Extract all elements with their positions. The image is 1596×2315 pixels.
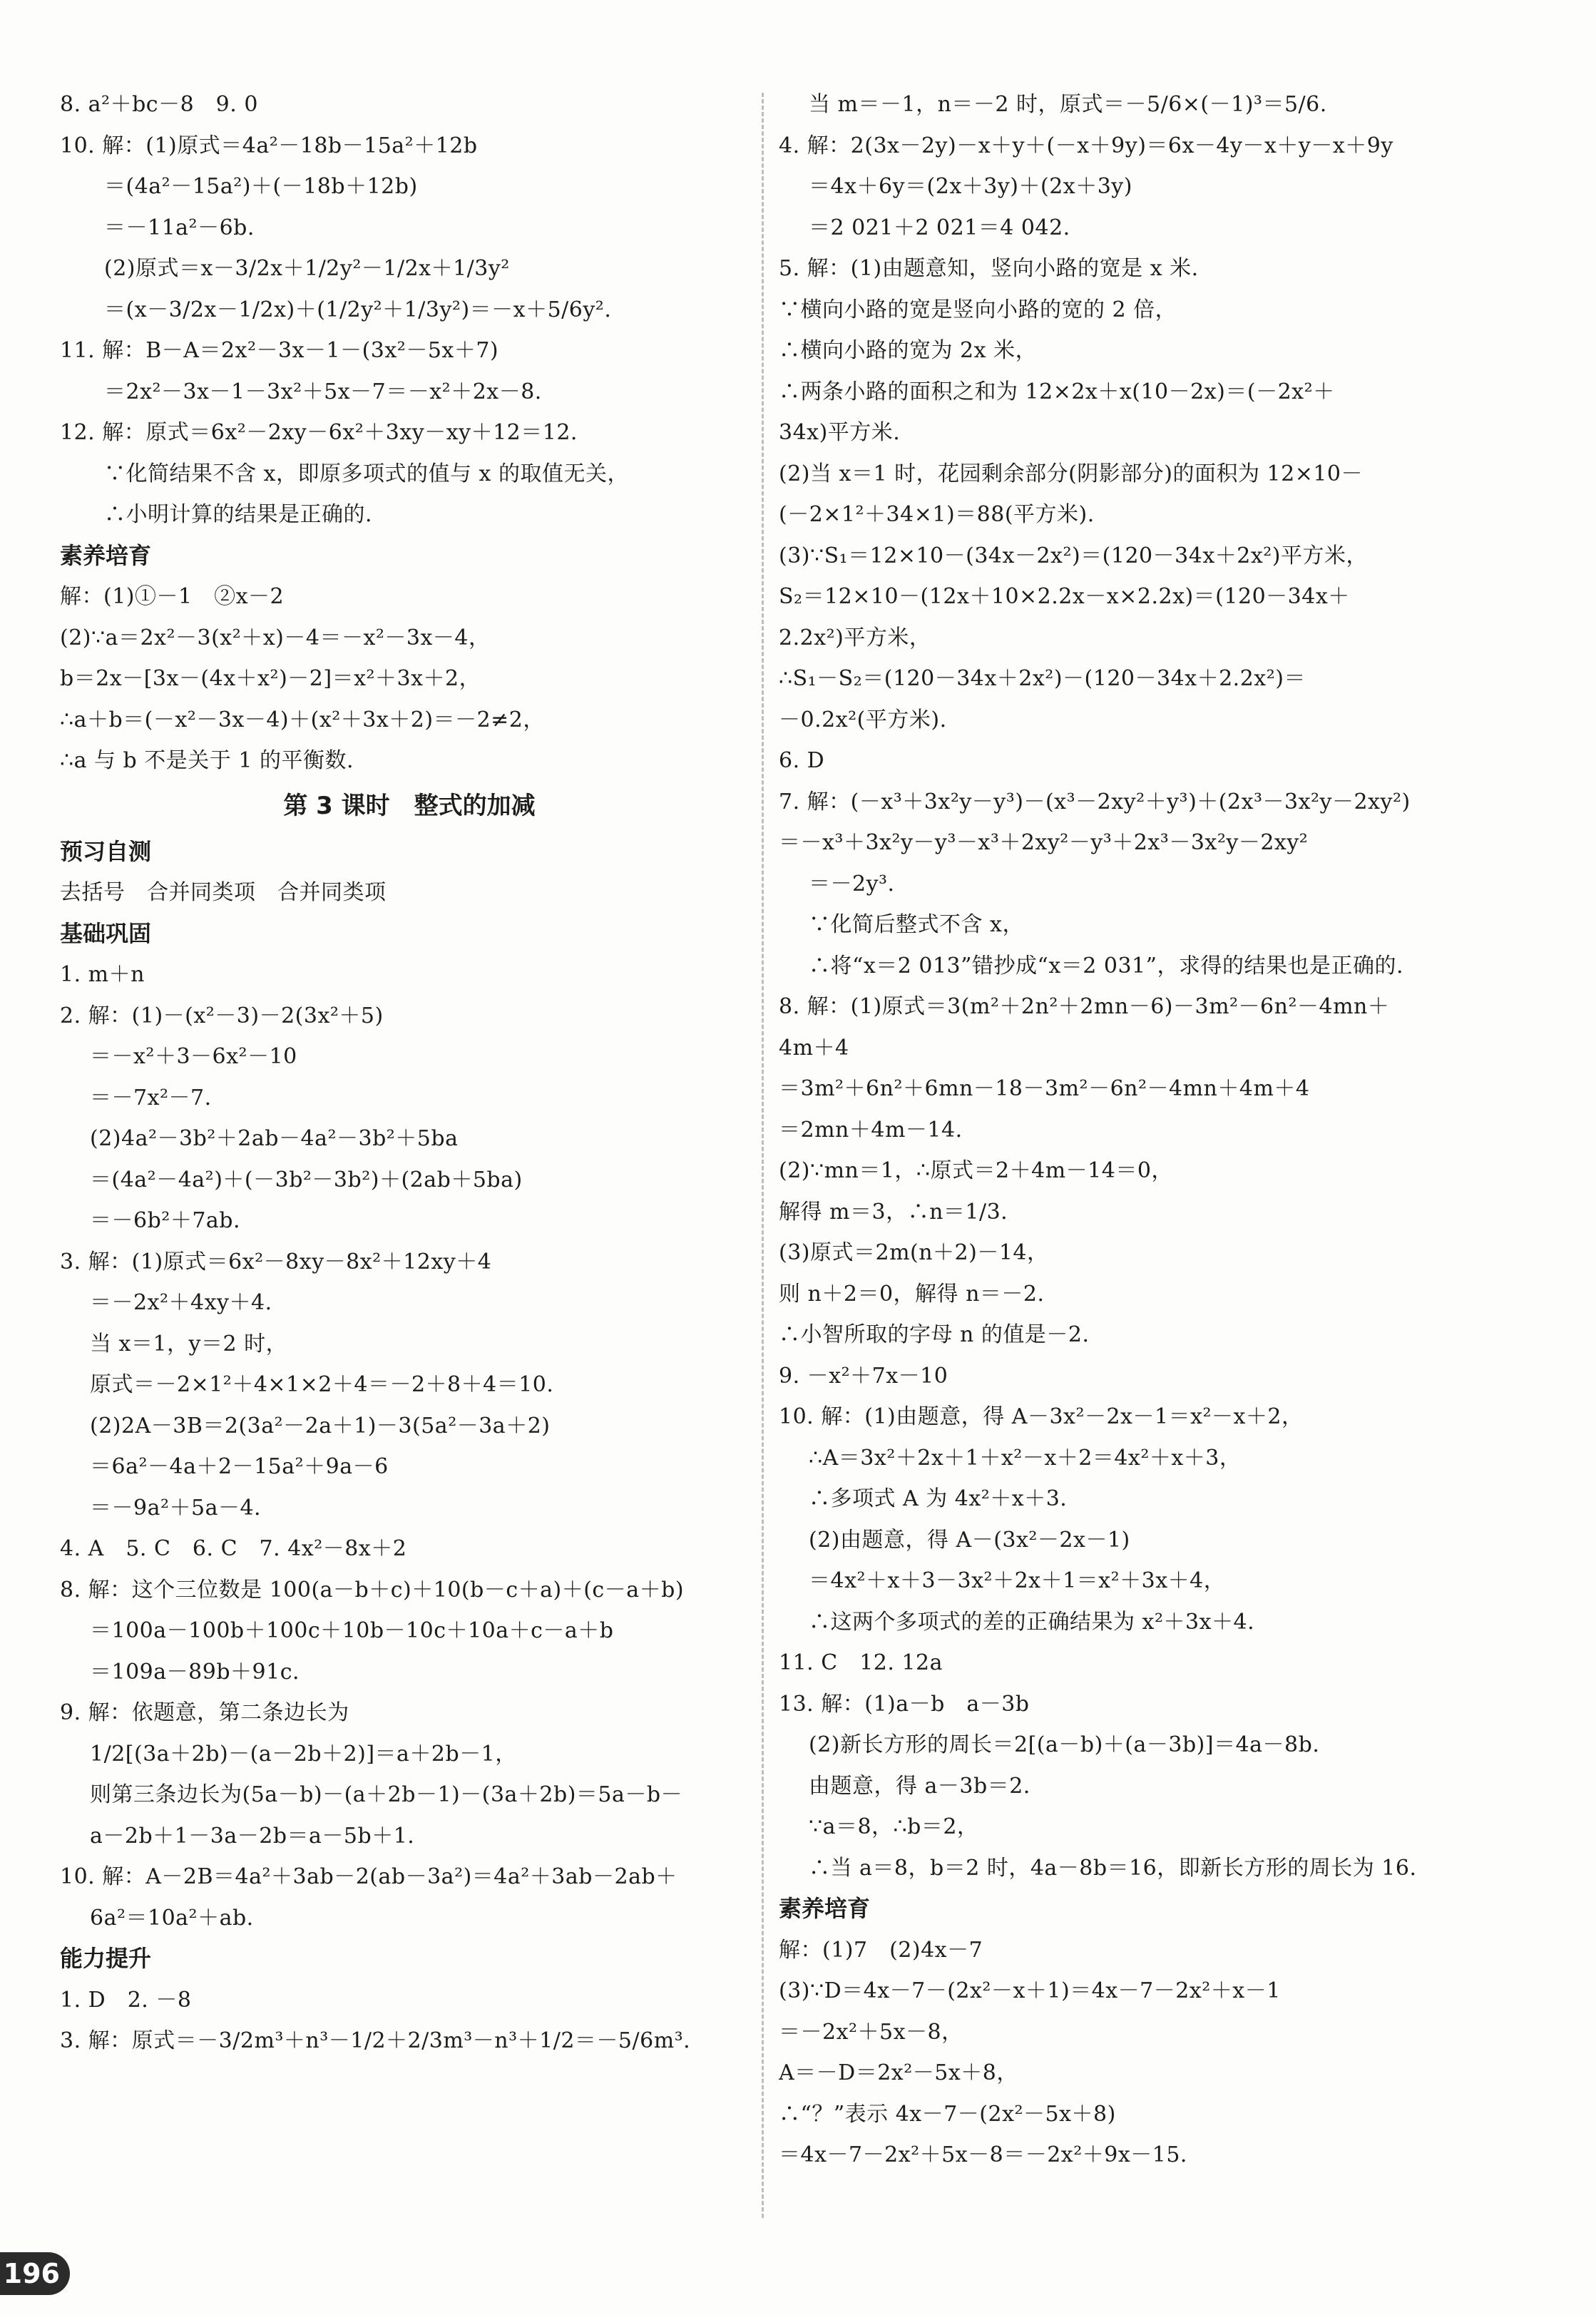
answer-line: ∴横向小路的宽为 2x 米，	[779, 338, 1038, 363]
answer-line: 解得 m＝3，∴n＝1/3.	[779, 1199, 1008, 1225]
answer-line: 4. 解：2(3x－2y)－x＋y＋(－x＋9y)＝6x－4y－x＋y－x＋9y	[779, 133, 1393, 158]
answer-line: ∴两条小路的面积之和为 12×2x＋x(10－2x)＝(－2x²＋	[779, 379, 1335, 404]
answer-line: 3. 解：原式＝－3/2m³＋n³－1/2＋2/3m³－n³＋1/2＝－5/6m³.	[60, 2028, 691, 2053]
answer-line: ＝－2x²＋4xy＋4.	[90, 1290, 272, 1315]
section-heading: 素养培育	[779, 1895, 871, 1922]
answer-line: ∴当 a＝8，b＝2 时，4a－8b＝16，即新长方形的周长为 16.	[809, 1855, 1417, 1881]
answer-line: 8. 解：(1)原式＝3(m²＋2n²＋2mn－6)－3m²－6n²－4mn＋	[779, 994, 1390, 1019]
answer-line: 1. D 2. －8	[60, 1987, 192, 2013]
answer-line: 1/2[(3a＋2b)－(a－2b＋2)]＝a＋2b－1，	[90, 1741, 517, 1767]
answer-line: ＝109a－89b＋91c.	[90, 1659, 300, 1685]
answer-line: 9. －x²＋7x－10	[779, 1363, 948, 1389]
answer-line: ＝2 021＋2 021＝4 042.	[809, 215, 1070, 240]
answer-line: 34x)平方米.	[779, 420, 901, 445]
answer-line: 2.2x²)平方米，	[779, 625, 931, 650]
column-divider	[762, 93, 764, 2218]
answer-line: ∴将“x＝2 013”错抄成“x＝2 031”，求得的结果也是正确的.	[809, 953, 1403, 978]
answer-line: (2)4a²－3b²＋2ab－4a²－3b²＋5ba	[90, 1126, 459, 1151]
answer-line: ＝2x²－3x－1－3x²＋5x－7＝－x²＋2x－8.	[104, 379, 542, 404]
answer-line: 8. a²＋bc－8 9. 0	[60, 92, 258, 117]
answer-line: 原式＝－2×1²＋4×1×2＋4＝－2＋8＋4＝10.	[90, 1372, 554, 1397]
answer-line: (－2×1²＋34×1)＝88(平方米).	[779, 502, 1095, 527]
answer-line: ＝(x－3/2x－1/2x)＋(1/2y²＋1/3y²)＝－x＋5/6y².	[104, 297, 612, 322]
answer-line: 10. 解：A－2B＝4a²＋3ab－2(ab－3a²)＝4a²＋3ab－2ab＋	[60, 1864, 677, 1889]
answer-line: 11. C 12. 12a	[779, 1650, 943, 1675]
answer-line: 7. 解：(－x³＋3x²y－y³)－(x³－2xy²＋y³)＋(2x³－3x²y－2xy²)	[779, 789, 1411, 814]
answer-line: ∴小智所取的字母 n 的值是－2.	[779, 1322, 1090, 1347]
answer-line: ＝3m²＋6n²＋6mn－18－3m²－6n²－4mn＋4m＋4	[779, 1076, 1310, 1101]
answer-line: 1. m＋n	[60, 962, 145, 987]
page-number: 196	[0, 2252, 70, 2295]
answer-line: ＝－11a²－6b.	[104, 215, 255, 240]
answer-line: ＝4x²＋x＋3－3x²＋2x＋1＝x²＋3x＋4，	[809, 1568, 1226, 1593]
answer-line: (3)∵S₁＝12×10－(34x－2x²)＝(120－34x＋2x²)平方米，	[779, 543, 1368, 568]
answer-line: 10. 解：(1)由题意，得 A－3x²－2x－1＝x²－x＋2，	[779, 1404, 1304, 1429]
answer-line: ∵化简后整式不含 x，	[809, 912, 1024, 937]
answer-line: (2)2A－3B＝2(3a²－2a＋1)－3(5a²－3a＋2)	[90, 1413, 551, 1438]
answer-line: ∵a＝8，∴b＝2，	[809, 1814, 979, 1839]
answer-line: ＝(4a²－15a²)＋(－18b＋12b)	[104, 174, 418, 199]
answer-line: 10. 解：(1)原式＝4a²－18b－15a²＋12b	[60, 133, 478, 158]
answer-line: ∴a＋b＝(－x²－3x－4)＋(x²＋3x＋2)＝－2≠2，	[60, 707, 545, 732]
answer-line: 6a²＝10a²＋ab.	[90, 1905, 254, 1931]
answer-line: (2)由题意，得 A－(3x²－2x－1)	[809, 1527, 1130, 1553]
answer-line: ＝2mn＋4m－14.	[779, 1117, 963, 1143]
answer-line: 2. 解：(1)－(x²－3)－2(3x²＋5)	[60, 1003, 384, 1028]
answer-line: －0.2x²(平方米).	[779, 707, 947, 732]
answer-line: ＝－x²＋3－6x²－10	[90, 1044, 297, 1069]
section-heading: 基础巩固	[60, 919, 152, 947]
answer-line: 则 n＋2＝0，解得 n＝－2.	[779, 1281, 1045, 1307]
answer-line: (2)当 x＝1 时，花园剩余部分(阴影部分)的面积为 12×10－	[779, 461, 1364, 486]
answer-line: ＝(4a²－4a²)＋(－3b²－3b²)＋(2ab＋5ba)	[90, 1167, 523, 1192]
answer-line: (2)新长方形的周长＝2[(a－b)＋(a－3b)]＝4a－8b.	[809, 1732, 1320, 1757]
answer-line: ＝6a²－4a＋2－15a²＋9a－6	[90, 1454, 389, 1479]
answer-line: 解：(1)7 (2)4x－7	[779, 1937, 983, 1963]
answer-line: (2)∵mn＝1，∴原式＝2＋4m－14＝0，	[779, 1158, 1173, 1183]
answer-line: ∵横向小路的宽是竖向小路的宽的 2 倍，	[779, 297, 1177, 322]
answer-line: (3)∵D＝4x－7－(2x²－x＋1)＝4x－7－2x²＋x－1	[779, 1978, 1281, 2003]
answer-line: 9. 解：依题意，第二条边长为	[60, 1700, 349, 1725]
section-heading: 素养培育	[60, 541, 152, 569]
answer-line: 13. 解：(1)a－b a－3b	[779, 1691, 1030, 1717]
answer-line: ∴“？”表示 4x－7－(2x²－5x＋8)	[779, 2101, 1116, 2127]
answer-line: ＝－x³＋3x²y－y³－x³＋2xy²－y³＋2x³－3x²y－2xy²	[779, 830, 1309, 855]
answer-line: ∴A＝3x²＋2x＋1＋x²－x＋2＝4x²＋x＋3，	[809, 1445, 1242, 1471]
answer-line: 11. 解：B－A＝2x²－3x－1－(3x²－5x＋7)	[60, 338, 499, 363]
answer-line: ＝－2x²＋5x－8，	[779, 2019, 963, 2045]
section-heading: 能力提升	[60, 1945, 152, 1972]
answer-line: A＝－D＝2x²－5x＋8，	[779, 2060, 1018, 2085]
answer-line: 4m＋4	[779, 1035, 849, 1061]
right-column	[779, 84, 1492, 2176]
answer-line: ＝－9a²＋5a－4.	[90, 1495, 262, 1521]
answer-line: a－2b＋1－3a－2b＝a－5b＋1.	[90, 1823, 415, 1849]
answer-line: 12. 解：原式＝6x²－2xy－6x²＋3xy－xy＋12＝12.	[60, 420, 578, 445]
answer-line: ＝－7x²－7.	[90, 1085, 212, 1110]
answer-line: 8. 解：这个三位数是 100(a－b＋c)＋10(b－c＋a)＋(c－a＋b)	[60, 1577, 685, 1603]
answer-line: ＝－2y³.	[809, 871, 895, 896]
answer-line: ∴S₁－S₂＝(120－34x＋2x²)－(120－34x＋2.2x²)＝	[779, 666, 1306, 691]
answer-line: ∴a 与 b 不是关于 1 的平衡数.	[60, 748, 354, 773]
answer-line: ∵化简结果不含 x，即原多项式的值与 x 的取值无关，	[104, 461, 629, 486]
answer-line: ＝－6b²＋7ab.	[90, 1208, 241, 1233]
answer-line: ∴多项式 A 为 4x²＋x＋3.	[809, 1486, 1068, 1511]
answer-line: 3. 解：(1)原式＝6x²－8xy－8x²＋12xy＋4	[60, 1249, 492, 1274]
answer-line: 5. 解：(1)由题意知，竖向小路的宽是 x 米.	[779, 256, 1199, 281]
answer-line: 当 x＝1，y＝2 时，	[90, 1331, 288, 1356]
left-column	[60, 84, 759, 2062]
answer-line: 则第三条边长为(5a－b)－(a＋2b－1)－(3a＋2b)＝5a－b－	[90, 1782, 683, 1807]
lesson-title: 第 3 课时 整式的加减	[283, 791, 536, 820]
answer-line: 由题意，得 a－3b＝2.	[809, 1773, 1030, 1799]
answer-line: ∴这两个多项式的差的正确结果为 x²＋3x＋4.	[809, 1609, 1255, 1635]
answer-line: 解：(1)①－1 ②x－2	[60, 584, 285, 609]
answer-line: ∴小明计算的结果是正确的.	[104, 502, 373, 527]
answer-line: ＝100a－100b＋100c＋10b－10c＋10a＋c－a＋b	[90, 1618, 614, 1643]
answer-line: 当 m＝－1，n＝－2 时，原式＝－5/6×(－1)³＝5/6.	[809, 92, 1327, 117]
answer-line: 6. D	[779, 748, 825, 773]
answer-line: (2)∵a＝2x²－3(x²＋x)－4＝－x²－3x－4，	[60, 625, 491, 650]
answer-line: ＝4x＋6y＝(2x＋3y)＋(2x＋3y)	[809, 174, 1132, 199]
answer-line: (2)原式＝x－3/2x＋1/2y²－1/2x＋1/3y²	[104, 256, 510, 281]
section-heading: 预习自测	[60, 837, 152, 865]
answer-line: 4. A 5. C 6. C 7. 4x²－8x＋2	[60, 1536, 407, 1561]
answer-line: ＝4x－7－2x²＋5x－8＝－2x²＋9x－15.	[779, 2142, 1187, 2167]
answer-line: b＝2x－[3x－(4x＋x²)－2]＝x²＋3x＋2，	[60, 666, 481, 691]
answer-line: (3)原式＝2m(n＋2)－14，	[779, 1240, 1049, 1265]
answer-line: S₂＝12×10－(12x＋10×2.2x－x×2.2x)＝(120－34x＋	[779, 584, 1350, 609]
answer-line: 去括号 合并同类项 合并同类项	[60, 880, 387, 905]
